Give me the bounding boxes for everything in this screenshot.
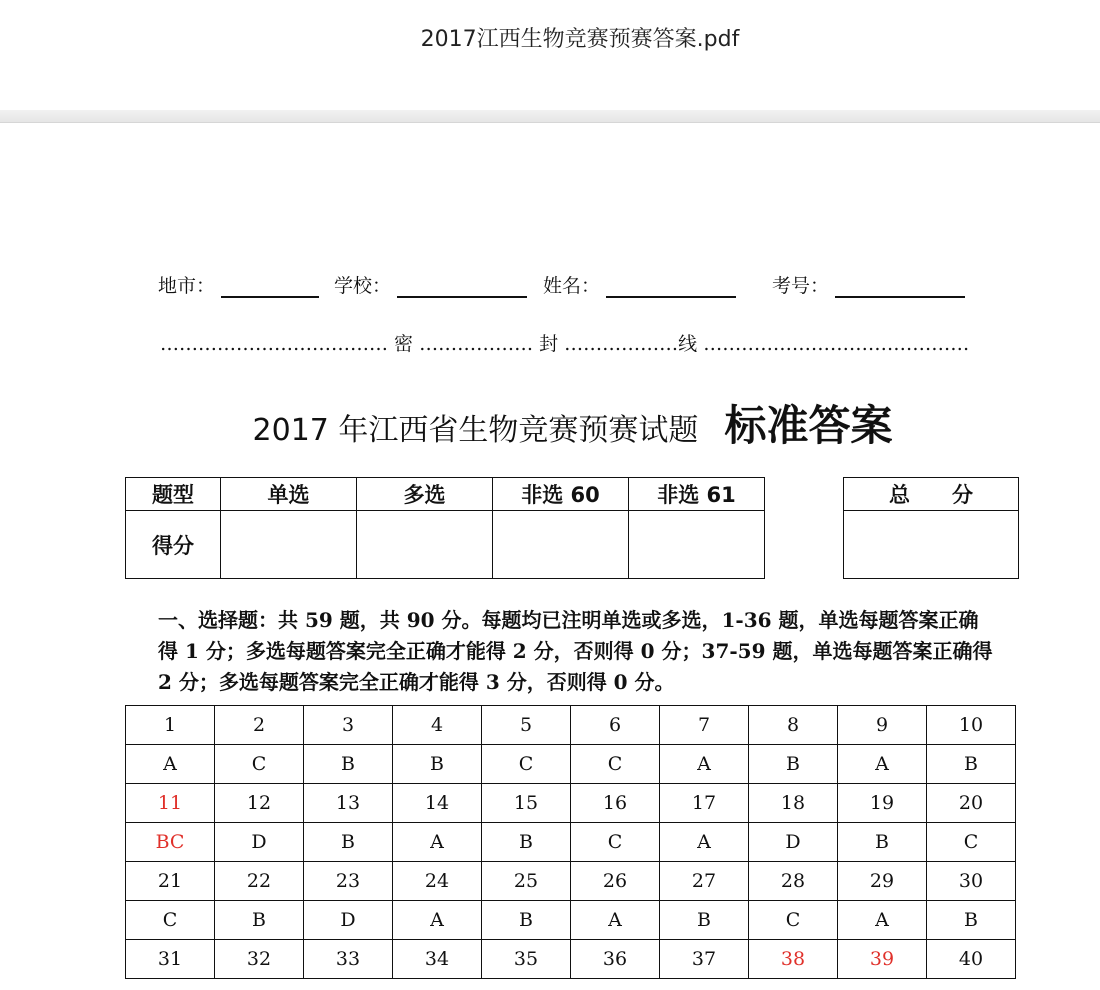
answer-cell: 15 xyxy=(482,784,571,823)
answer-cell: B xyxy=(927,745,1016,784)
answer-cell: 37 xyxy=(660,940,749,979)
score-header-q60: 非选 60 xyxy=(493,478,629,511)
toolbar-separator xyxy=(0,110,1100,123)
answer-cell: A xyxy=(571,901,660,940)
score-header-q61: 非选 61 xyxy=(629,478,765,511)
score-header-type: 题型 xyxy=(126,478,221,511)
score-row-label: 得分 xyxy=(126,511,221,579)
answer-cell: A xyxy=(838,901,927,940)
answer-cell: 17 xyxy=(660,784,749,823)
document-title-bar xyxy=(0,0,1100,110)
answer-row xyxy=(126,745,1016,784)
exam-title: 2017 年江西省生物竞赛预赛试题 xyxy=(252,413,699,448)
answer-cell: 14 xyxy=(393,784,482,823)
answer-cell: B xyxy=(215,901,304,940)
answer-cell: 2 xyxy=(215,706,304,745)
answer-cell: BC xyxy=(126,823,215,862)
answer-cell: B xyxy=(927,901,1016,940)
answer-cell: 31 xyxy=(126,940,215,979)
answer-cell: 9 xyxy=(838,706,927,745)
answer-cell: A xyxy=(660,745,749,784)
school-field xyxy=(334,271,527,298)
answer-cell: 7 xyxy=(660,706,749,745)
answer-cell: 22 xyxy=(215,862,304,901)
answer-cell: B xyxy=(838,823,927,862)
answer-cell: 40 xyxy=(927,940,1016,979)
answer-cell: 4 xyxy=(393,706,482,745)
answer-cell: B xyxy=(482,901,571,940)
answer-cell: 39 xyxy=(838,940,927,979)
city-blank xyxy=(221,278,319,298)
answer-cell: C xyxy=(927,823,1016,862)
city-field xyxy=(158,271,319,298)
answer-row xyxy=(126,823,1016,862)
answer-cell: 16 xyxy=(571,784,660,823)
score-table xyxy=(125,477,765,579)
answer-cell: D xyxy=(304,901,393,940)
answer-cell: 25 xyxy=(482,862,571,901)
answer-cell: 32 xyxy=(215,940,304,979)
answer-cell: 11 xyxy=(126,784,215,823)
answer-cell: A xyxy=(126,745,215,784)
answer-cell: 26 xyxy=(571,862,660,901)
answer-cell: 27 xyxy=(660,862,749,901)
answer-row xyxy=(126,940,1016,979)
answer-cell: A xyxy=(660,823,749,862)
score-cell-q61 xyxy=(629,511,765,579)
answer-cell: A xyxy=(393,823,482,862)
answer-row xyxy=(126,706,1016,745)
answer-cell: 20 xyxy=(927,784,1016,823)
answer-cell: 33 xyxy=(304,940,393,979)
city-label: 地市： xyxy=(158,275,216,297)
answer-cell: B xyxy=(304,745,393,784)
answer-cell: 10 xyxy=(927,706,1016,745)
answer-cell: B xyxy=(660,901,749,940)
seal-line: ……………………………… 密 ……………… 封 ………………线 …………………………………… xyxy=(160,333,970,355)
score-cell-q60 xyxy=(493,511,629,579)
answer-cell: D xyxy=(749,823,838,862)
answer-cell: 23 xyxy=(304,862,393,901)
answer-cell: 1 xyxy=(126,706,215,745)
score-header-single: 单选 xyxy=(221,478,357,511)
answer-cell: A xyxy=(393,901,482,940)
answer-cell: 30 xyxy=(927,862,1016,901)
answer-cell: 29 xyxy=(838,862,927,901)
answer-table xyxy=(125,705,1016,979)
answer-cell: C xyxy=(571,745,660,784)
standard-answer-title: 标准答案 xyxy=(724,401,893,450)
answer-cell: B xyxy=(304,823,393,862)
answer-row xyxy=(126,862,1016,901)
answer-row xyxy=(126,901,1016,940)
answer-cell: 36 xyxy=(571,940,660,979)
name-blank xyxy=(606,278,736,298)
name-label: 姓名： xyxy=(543,275,601,297)
answer-cell: B xyxy=(482,823,571,862)
answer-cell: 35 xyxy=(482,940,571,979)
answer-cell: 34 xyxy=(393,940,482,979)
school-blank xyxy=(397,278,527,298)
total-score-cell xyxy=(844,511,1019,579)
exam-number-label: 考号： xyxy=(772,275,830,297)
answer-cell: 8 xyxy=(749,706,838,745)
answer-cell: B xyxy=(749,745,838,784)
score-header-multi: 多选 xyxy=(357,478,493,511)
answer-cell: 6 xyxy=(571,706,660,745)
name-field xyxy=(543,271,736,298)
school-label: 学校： xyxy=(334,275,392,297)
answer-cell: B xyxy=(393,745,482,784)
score-cell-single xyxy=(221,511,357,579)
answer-cell: 18 xyxy=(749,784,838,823)
answer-cell: 13 xyxy=(304,784,393,823)
answer-cell: 21 xyxy=(126,862,215,901)
total-score-header: 总 分 xyxy=(844,478,1019,511)
document-file-name: 2017江西生物竞赛预赛答案.pdf xyxy=(420,27,740,52)
answer-cell: 19 xyxy=(838,784,927,823)
answer-cell: 24 xyxy=(393,862,482,901)
answer-cell: C xyxy=(571,823,660,862)
answer-cell: C xyxy=(482,745,571,784)
answer-row xyxy=(126,784,1016,823)
section-description: 一、选择题：共 59 题，共 90 分。每题均已注明单选或多选，1-36 题，单选每题答案正确得 1 分；多选每题答案完全正确才能得 2 分，否则得 0 分；37-59 题，单选每题答案正确得 2 分；多选每题答案完全正确才能得 3 分，否则得 0 分。 xyxy=(158,608,993,694)
answer-cell: C xyxy=(215,745,304,784)
exam-number-blank xyxy=(835,278,965,298)
exam-number-field xyxy=(772,271,965,298)
answer-cell: C xyxy=(749,901,838,940)
answer-cell: 12 xyxy=(215,784,304,823)
answer-cell: 28 xyxy=(749,862,838,901)
page-title xyxy=(0,393,1100,453)
answer-cell: D xyxy=(215,823,304,862)
answer-cell: A xyxy=(838,745,927,784)
score-cell-multi xyxy=(357,511,493,579)
answer-cell: C xyxy=(126,901,215,940)
answer-cell: 3 xyxy=(304,706,393,745)
answer-cell: 5 xyxy=(482,706,571,745)
pdf-page xyxy=(0,123,1100,990)
total-score-table xyxy=(843,477,1019,579)
answer-cell: 38 xyxy=(749,940,838,979)
